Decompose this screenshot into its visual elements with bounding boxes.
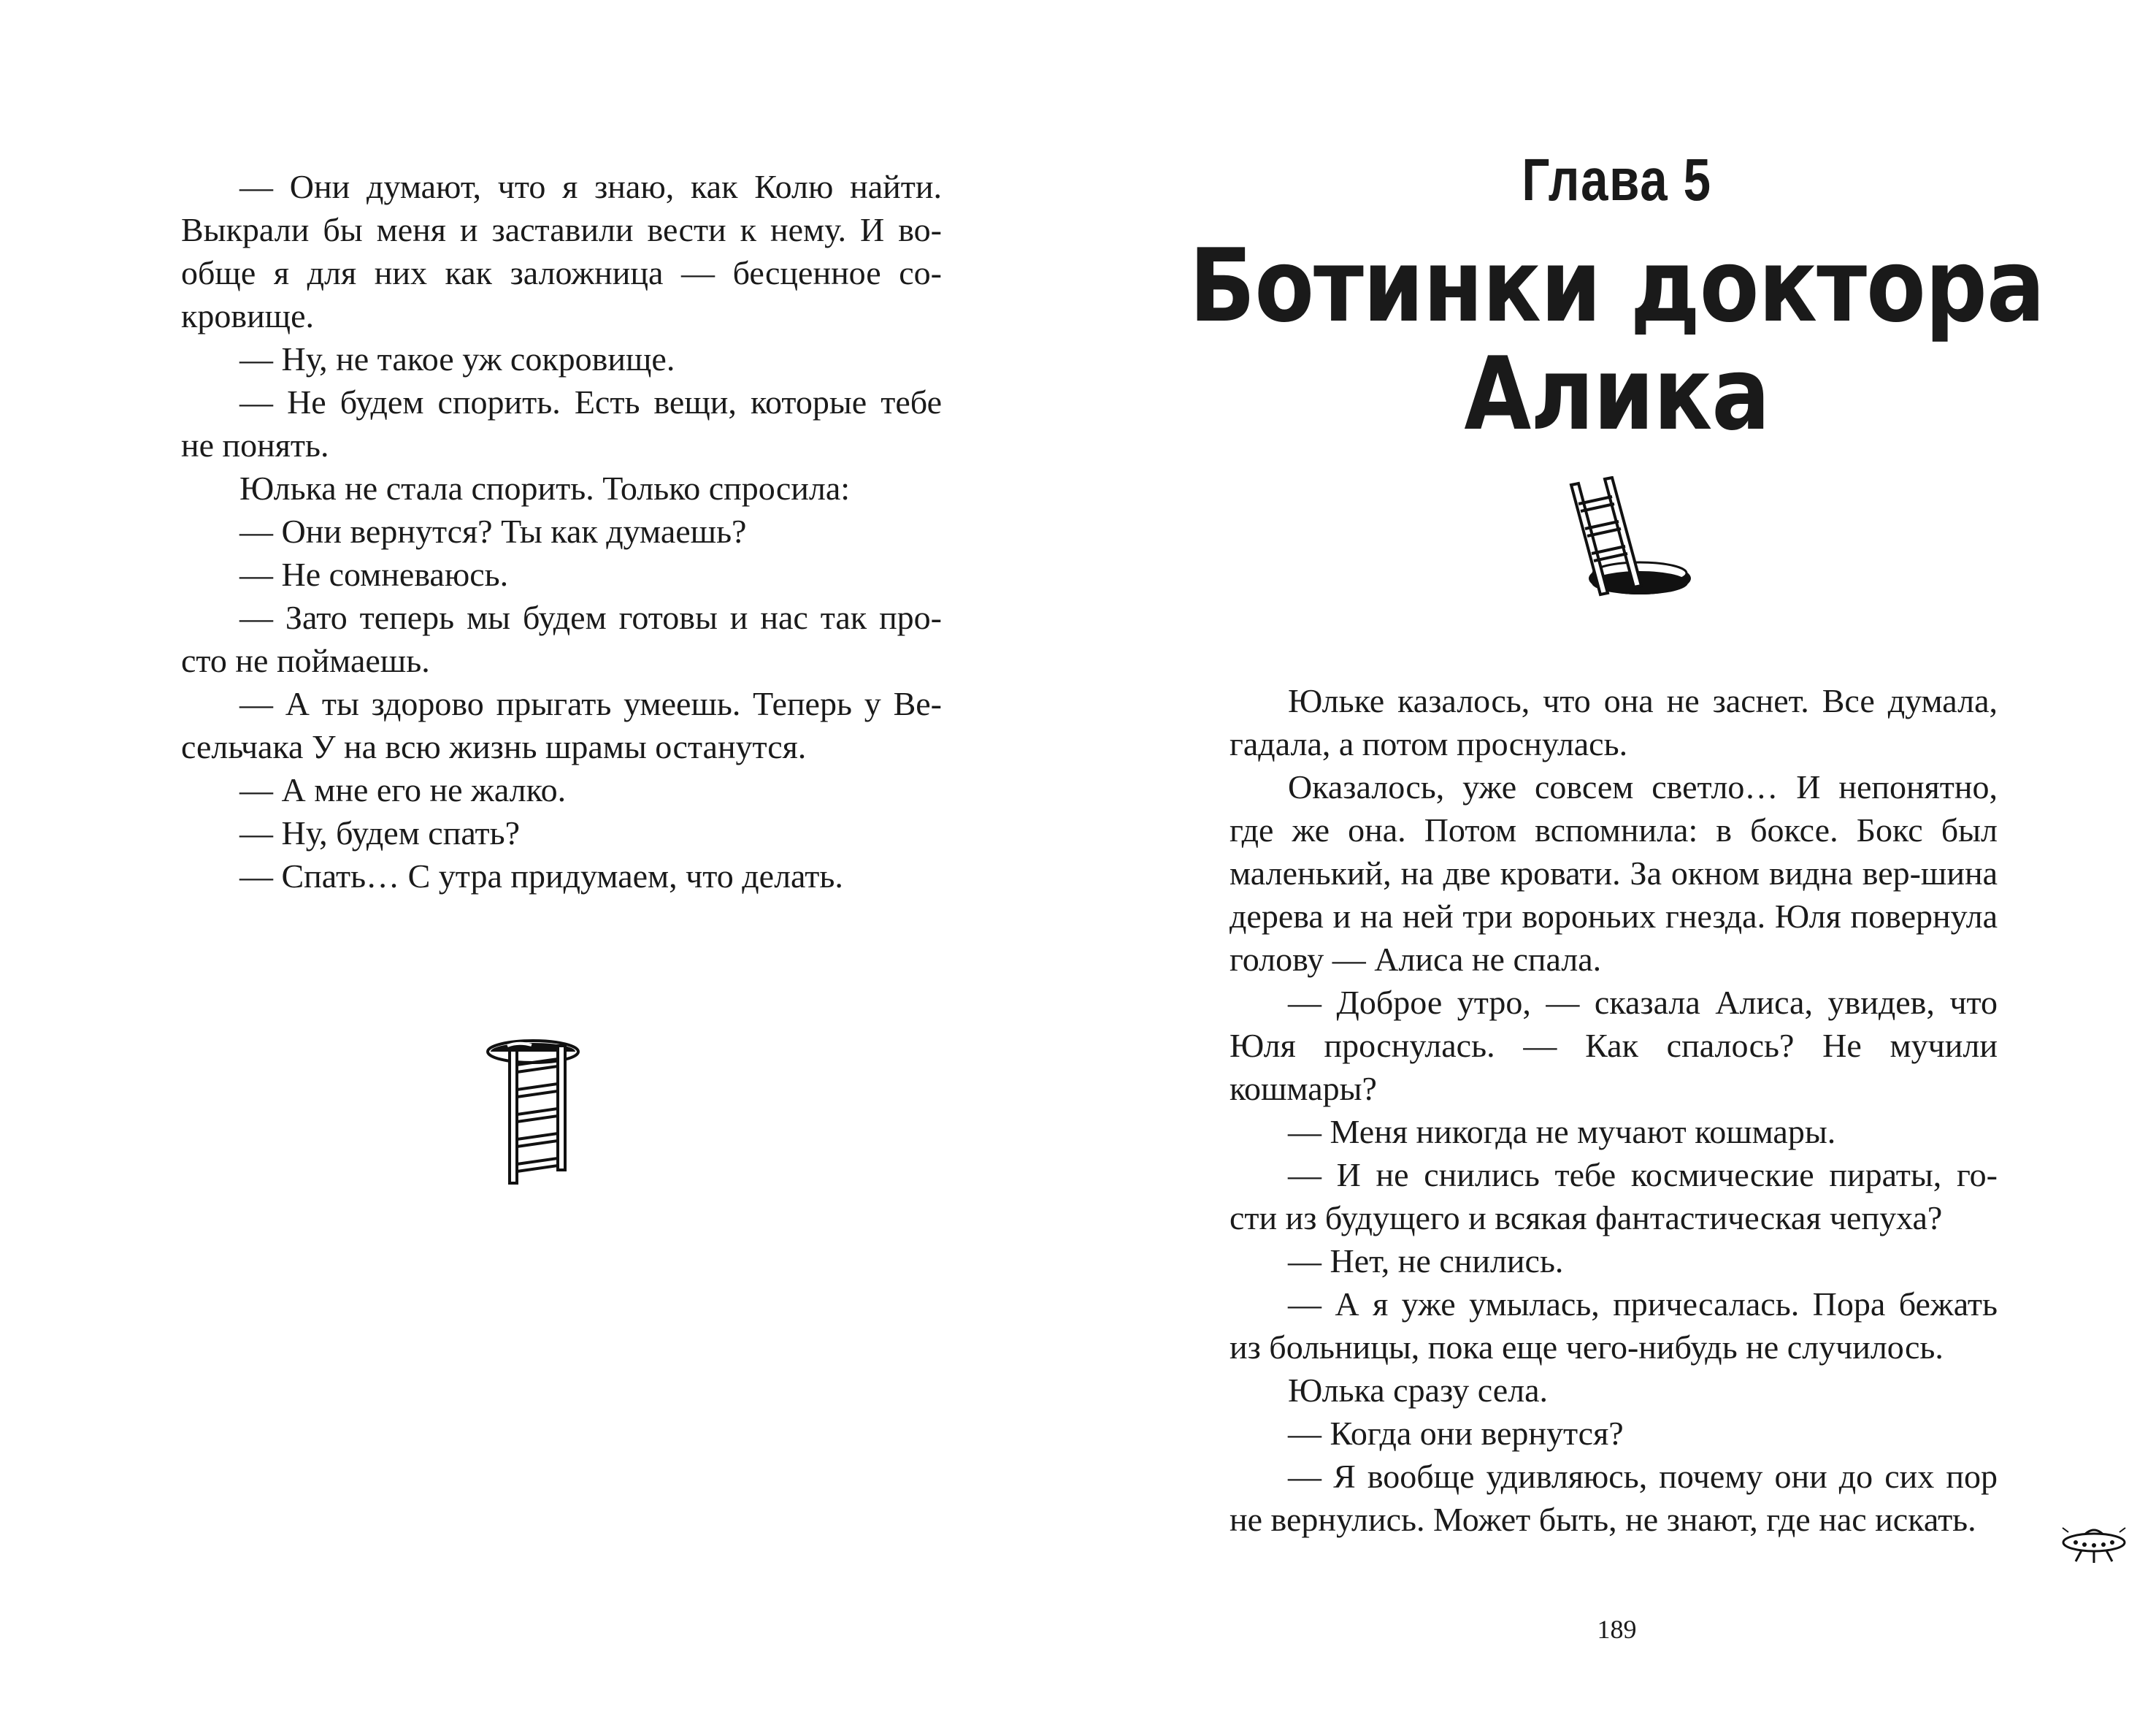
paragraph: — Когда они вернутся? <box>1288 1415 1624 1452</box>
chapter-title <box>1153 227 2080 453</box>
ladder-hole-illustration <box>475 1030 606 1187</box>
paragraph: — Меня никогда не мучают кошмары. <box>1288 1113 1836 1150</box>
paragraph: Юлька сразу села. <box>1288 1372 1548 1409</box>
paragraph: — А я уже умылась, причесалась. Пора бежать из больницы, пока еще чего-нибудь не случилось. <box>1229 1285 1998 1366</box>
chapter-number: Глава 5 <box>1522 147 1712 213</box>
page-number: 189 <box>1597 1615 1637 1644</box>
paragraph: — А ты здорово прыгать умеешь. Теперь у Ве-сельчака У на всю жизнь шрамы останутся. <box>181 685 942 765</box>
paragraph: — Я вообще удивляюсь, почему они до сих пор не вернулись. Может быть, не знают, где нас искать. <box>1229 1458 1998 1538</box>
paragraph: — Ну, будем спать? <box>239 814 521 852</box>
paragraph: — А мне его не жалко. <box>239 771 567 808</box>
paragraph: — Доброе утро, — сказала Алиса, увидев, что Юля проснулась. — Как спалось? Не мучили кошмары? <box>1229 984 1998 1107</box>
paragraph: — Они вернутся? Ты как думаешь? <box>239 513 747 550</box>
paragraph: — Нет, не снились. <box>1288 1242 1564 1280</box>
chapter-title-line: Алика <box>1464 335 1770 453</box>
right-text-column <box>1229 679 1998 1541</box>
right-page <box>1078 0 2156 1725</box>
ladder-hole-illustration <box>1567 476 1713 608</box>
paragraph: — Не сомневаюсь. <box>239 556 509 593</box>
paragraph: Юльке казалось, что она не заснет. Все думала, гадала, а потом проснулась. <box>1229 682 1998 762</box>
paragraph: — И не снились тебе космические пираты, го-сти из будущего и всякая фантастическая чепуха? <box>1229 1156 1998 1236</box>
ufo-icon <box>2060 1518 2129 1569</box>
paragraph: Оказалось, уже совсем светло… И непонятно, где же она. Потом вспомнила: в боксе. Бокс был маленький, на две кровати. За окном видна вер-шина дерева и на ней три вороньих гнезда. Юля повернула голову — Алиса не спала. <box>1229 768 1998 978</box>
paragraph: — Ну, не такое уж сокровище. <box>239 340 675 378</box>
paragraph: — Спать… С утра придумаем, что делать. <box>239 857 843 895</box>
paragraph: — Зато теперь мы будем готовы и нас так про-сто не поймаешь. <box>181 599 942 679</box>
paragraph: — Они думают, что я знаю, как Колю найти. Выкрали бы меня и заставили вести к нему. И во-обще я для них как заложница — бесценное со-кровище. <box>181 168 942 334</box>
paragraph: — Не будем спорить. Есть вещи, которые тебе не понять. <box>181 383 942 464</box>
left-text-column <box>181 165 942 898</box>
paragraph: Юлька не стала спорить. Только спросила: <box>239 470 851 507</box>
chapter-title-line: Ботинки доктора <box>1189 227 2045 345</box>
